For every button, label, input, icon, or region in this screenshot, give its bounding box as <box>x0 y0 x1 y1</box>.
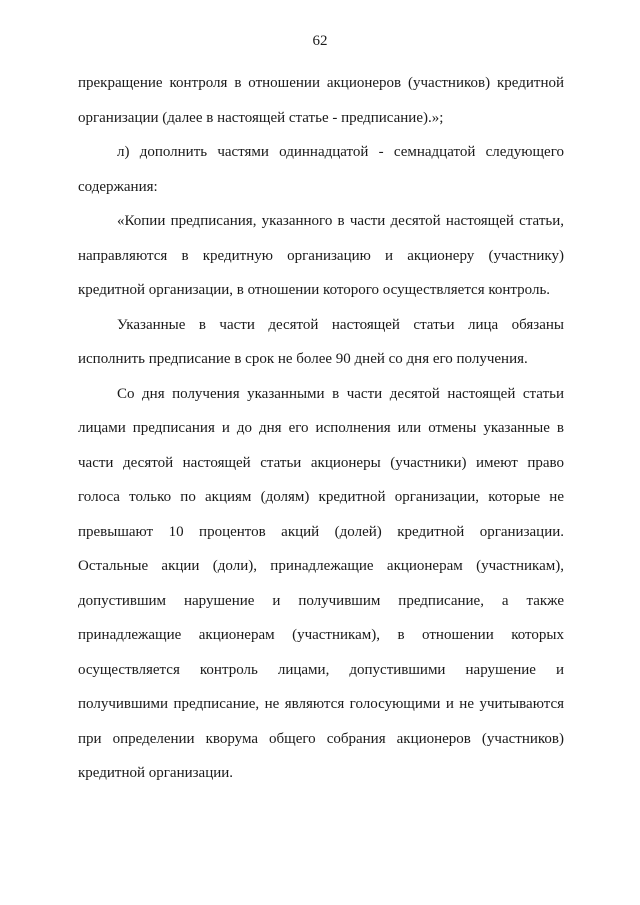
document-body <box>78 66 564 791</box>
page-number: 62 <box>312 33 328 49</box>
paragraph-voting-rights: Со дня получения указанными в части десятой настоящей статьи лицами предписания и до дня его исполнения или отмены указанные в части десятой настоящей статьи акционеры (участники) имеют право голоса только по акциям (долям) кредитной организации, которые не превышают 10 процентов акций (долей) кредитной организации. Остальные акции (доли), принадлежащие акционерам (участникам), допустившим нарушение и получившим предписание, а также принадлежащие акционерам (участникам), в отношении которых осуществляется контроль лицами, допустившими нарушение и получившими предписание, не являются голосующими и не учитываются при определении кворума общего собрания акционеров (участников) кредитной организации. <box>78 385 564 781</box>
paragraph-continuation: прекращение контроля в отношении акционеров (участников) кредитной организации (далее в настоящей статье - предписание).»; <box>78 75 564 126</box>
paragraph-amendment-l: л) дополнить частями одиннадцатой - семнадцатой следующего содержания: <box>78 144 564 195</box>
paragraph-deadline: Указанные в части десятой настоящей статьи лица обязаны исполнить предписание в срок не более 90 дней со дня его получения. <box>78 316 564 367</box>
paragraph-copies-of-order: «Копии предписания, указанного в части десятой настоящей статьи, направляются в кредитную организацию и акционеру (участнику) кредитной организации, в отношении которого осуществляется контроль. <box>78 213 564 298</box>
